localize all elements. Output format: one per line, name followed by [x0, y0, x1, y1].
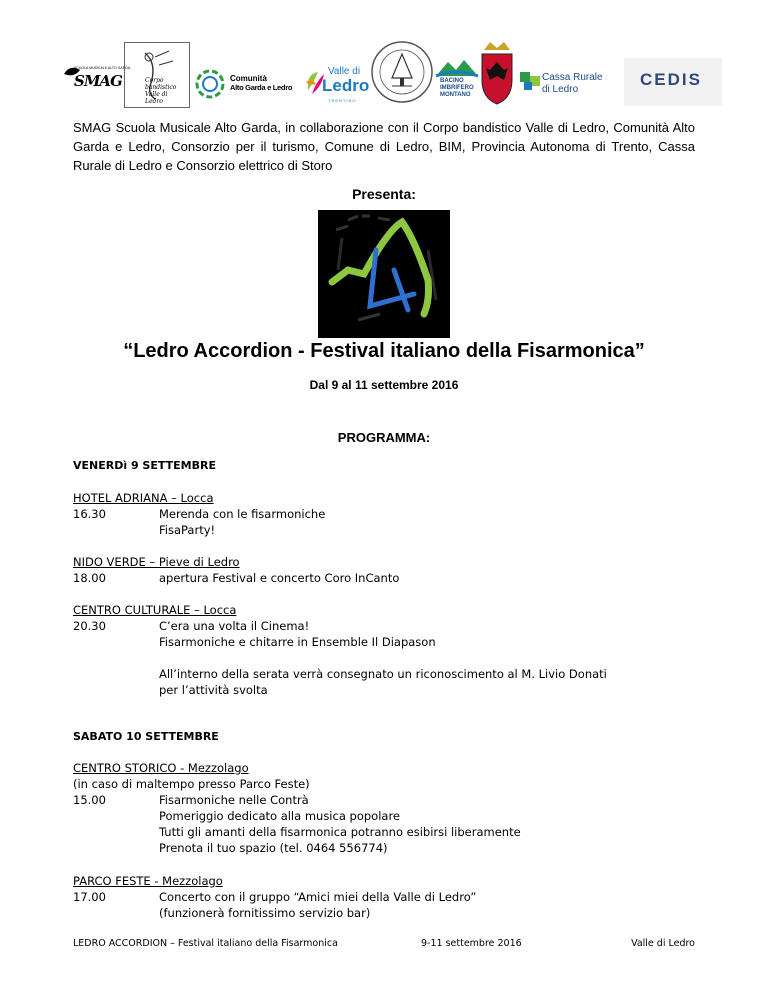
bim-logo: [434, 56, 480, 104]
event-time: 18.00: [73, 571, 106, 585]
provincia-trento-crest: [478, 40, 516, 106]
event-description: C’era una volta il Cinema!: [159, 619, 310, 633]
cassa-text-1: Cassa Rurale: [542, 72, 603, 83]
sponsor-logos: [58, 40, 722, 110]
festival-poster-image: [318, 210, 450, 338]
valle-text-3: TRENTINO: [328, 98, 357, 103]
event-description: Fisarmoniche nelle Contrà: [159, 793, 309, 807]
event-time: 15.00: [73, 793, 106, 807]
event-time: 17.00: [73, 890, 106, 904]
event-venue: NIDO VERDE – Pieve di Ledro: [73, 555, 240, 569]
festival-title: “Ledro Accordion - Festival italiano della Fisarmonica”: [123, 340, 645, 362]
smag-logo: [60, 62, 131, 96]
presenta-heading: Presenta:: [352, 186, 416, 202]
event-description: (funzionerà fornitissimo servizio bar): [159, 906, 371, 920]
comunita-text-2: Alto Garda e Ledro: [230, 83, 293, 92]
festival-dates: Dal 9 al 11 settembre 2016: [309, 378, 459, 392]
event-description: FisaParty!: [159, 523, 216, 537]
valle-di-ledro-logo: [304, 62, 370, 106]
event-description: Pomeriggio dedicato alla musica popolare: [159, 809, 400, 823]
bim-text-3: MONTANO: [440, 92, 471, 98]
event-note: (in caso di maltempo presso Parco Feste): [73, 777, 310, 791]
event-centro-storico: [73, 760, 703, 856]
intro-paragraph: SMAG Scuola Musicale Alto Garda, in collaborazione con il Corpo bandistico Valle di Ledro, Comunità Alto Garda e Ledro, Consorzio per il turismo, Comune di Ledro, BIM, Provincia Autonoma di Trento, Cassa Rurale di Ledro e Consorzio elettrico di Storo: [73, 120, 695, 173]
day-friday: [73, 458, 703, 474]
programma-heading: PROGRAMMA:: [337, 430, 431, 445]
page-footer: [73, 938, 695, 952]
footer-left: LEDRO ACCORDION – Festival italiano della Fisarmonica: [73, 938, 338, 949]
event-venue: CENTRO CULTURALE – Locca: [73, 603, 237, 617]
event-venue: HOTEL ADRIANA – Locca: [73, 491, 214, 505]
bim-text-1: BACINO: [440, 78, 464, 84]
footer-right: Valle di Ledro: [631, 938, 695, 949]
event-parco-feste: [73, 873, 703, 921]
bim-text-2: IMBRIFERO: [440, 85, 474, 91]
comunita-logo: [192, 66, 304, 102]
event-note: All’interno della serata verrà consegnato un riconoscimento al M. Livio Donati per l’attività svolta: [159, 667, 607, 697]
smag-wordmark: SMAG: [74, 72, 122, 90]
event-nido-verde: [73, 554, 703, 586]
cedis-wordmark: CEDIS: [640, 70, 702, 89]
event-time: 16.30: [73, 507, 106, 521]
event-description: Prenota il tuo spazio (tel. 0464 556774): [159, 841, 388, 855]
event-venue: PARCO FESTE - Mezzolago: [73, 874, 223, 888]
event-description: Concerto con il gruppo “Amici miei della Valle di Ledro”: [159, 890, 477, 904]
day-saturday: [73, 729, 703, 745]
cassa-rurale-logo: [518, 66, 614, 102]
day-heading: VENERDì 9 SETTEMBRE: [73, 459, 216, 472]
footer-center: 9-11 settembre 2016: [421, 938, 522, 949]
event-description: apertura Festival e concerto Coro InCanto: [159, 571, 400, 585]
cedis-logo: [624, 58, 722, 106]
event-hotel-adriana: [73, 490, 703, 538]
comune-ledro-seal: [370, 40, 434, 104]
day-heading: SABATO 10 SETTEMBRE: [73, 730, 219, 743]
comunita-text-1: Comunità: [230, 74, 267, 83]
corpo-bandistico-logo: [124, 42, 190, 108]
valle-text-1: Valle di: [328, 66, 361, 77]
event-description: Merenda con le fisarmoniche: [159, 507, 326, 521]
event-description: Fisarmoniche e chitarre in Ensemble Il Diapason: [159, 635, 436, 649]
event-venue: CENTRO STORICO - Mezzolago: [73, 761, 249, 775]
event-centro-culturale: [73, 602, 703, 698]
event-description: Tutti gli amanti della fisarmonica potranno esibirsi liberamente: [159, 825, 521, 839]
smag-tag: SCUOLA MUSICALE ALTO GARDA: [74, 66, 131, 70]
cassa-text-2: di Ledro: [542, 84, 579, 95]
valle-text-2: Ledro: [322, 76, 370, 95]
corpo-bandistico-text: Corpo bandistico Valle di Ledro: [145, 77, 177, 105]
event-time: 20.30: [73, 619, 106, 633]
